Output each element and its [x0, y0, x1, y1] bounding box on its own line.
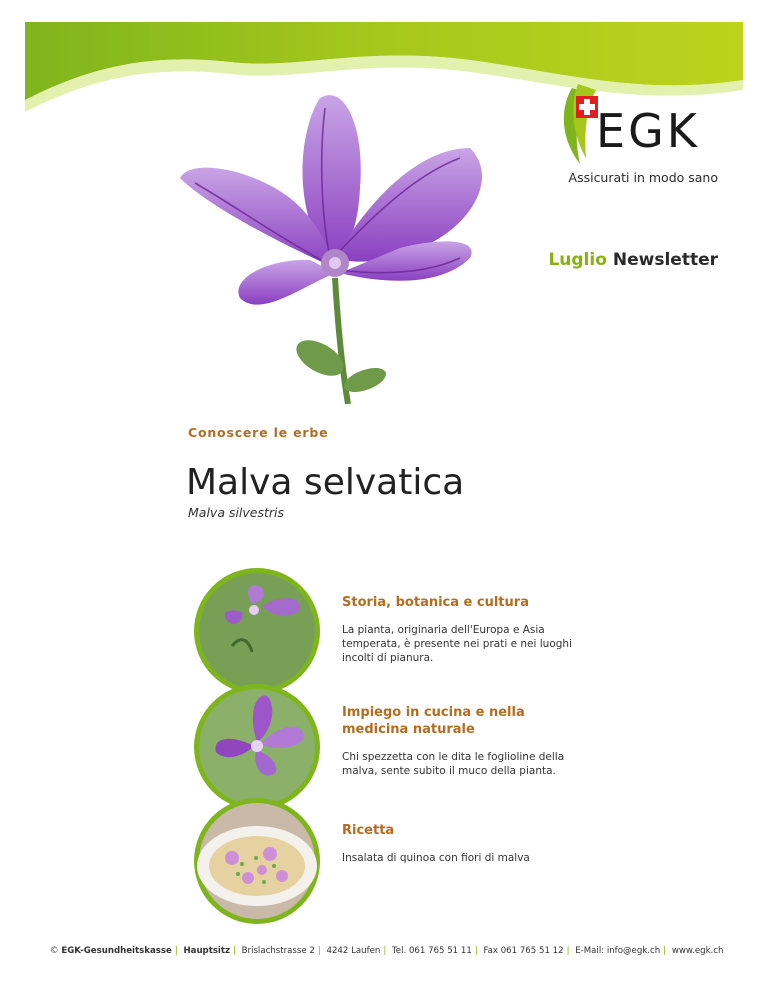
section-label: Conoscere le erbe [188, 425, 329, 440]
flower-closeup-image [192, 566, 322, 696]
footer-website[interactable]: www.egk.ch [671, 946, 724, 956]
topic-recipe [342, 822, 582, 865]
footer-city: 4242 Laufen [326, 946, 381, 956]
footer-fax: Fax 061 765 51 12 [483, 946, 564, 956]
article-title: Malva selvatica [186, 462, 465, 503]
footer: © EGK-Gesundheitskasse | Hauptsitz | Brislachstrasse 2 | 4242 Laufen | Tel. 061 765 51 11 | Fax 061 765 51 12 | E-Mail: info@egk.ch | www.egk.ch [50, 946, 724, 956]
footer-street: Brislachstrasse 2 [241, 946, 315, 956]
mallow-flower-image [170, 88, 510, 404]
newsletter-month: Luglio [548, 250, 607, 270]
footer-company: EGK-Gesundheitskasse [61, 946, 172, 956]
quinoa-salad-image [192, 796, 322, 926]
logo-text: EGK [596, 104, 700, 158]
topic-text: Insalata di quinoa con fiori di malva [342, 852, 530, 864]
topic-history [342, 594, 582, 665]
topic-uses [342, 704, 582, 778]
logo-tagline: Assicurati in modo sano [568, 170, 718, 185]
topic-heading: Ricetta [342, 823, 395, 838]
newsletter-heading [480, 250, 718, 270]
footer-tel: Tel. 061 765 51 11 [392, 946, 472, 956]
footer-hq-label: Hauptsitz [183, 946, 230, 956]
footer-email[interactable]: E-Mail: info@egk.ch [575, 946, 661, 956]
flower-detail-image [192, 682, 322, 812]
topic-heading: Impiego in cucina e nella medicina naturale [342, 705, 525, 737]
article-subtitle: Malva silvestris [188, 505, 285, 520]
topic-text: Chi spezzetta con le dita le foglioline della malva, sente subito il muco della pianta. [342, 751, 565, 777]
topic-text: La pianta, originaria dell'Europa e Asia temperata, è presente nei prati e nei luoghi incolti di pianura. [342, 624, 572, 664]
copyright-symbol: © [50, 946, 59, 956]
topic-heading: Storia, botanica e cultura [342, 595, 529, 610]
newsletter-label: Newsletter [612, 250, 718, 270]
